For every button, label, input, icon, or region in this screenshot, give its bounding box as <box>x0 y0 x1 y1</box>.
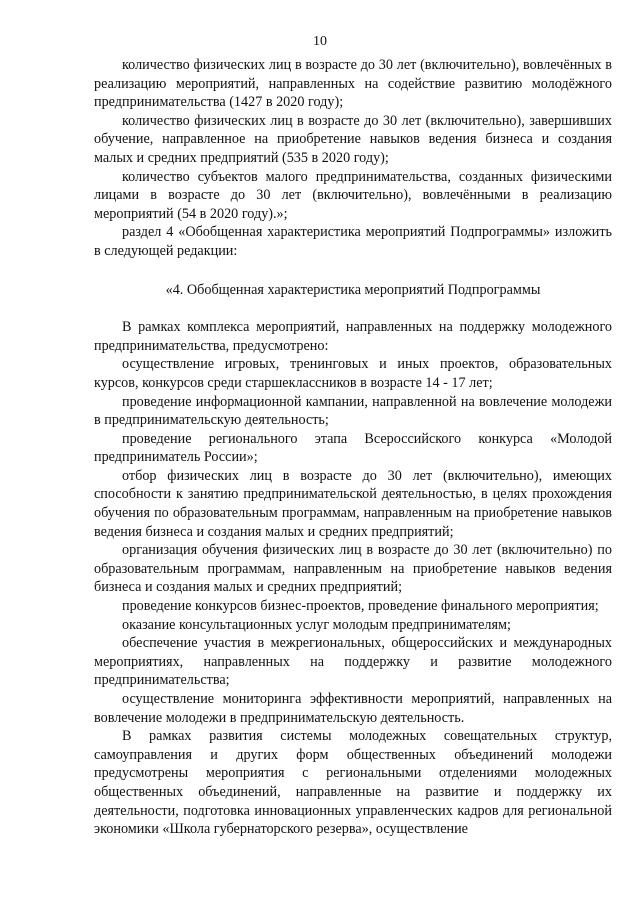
paragraph: проведение конкурсов бизнес-проектов, проведение финального мероприятия; <box>122 598 599 615</box>
paragraph: осуществление мониторинга эффективности мероприятий, направленных на вовлечение молодежи в предпринимательскую деятельность. <box>94 691 612 726</box>
paragraph: организация обучения физических лиц в возрасте до 30 лет (включительно) по образовательным программам, направленным на приобретение навыков ведения бизнеса и создания малых и средних предприятий; <box>94 542 612 596</box>
paragraph: отбор физических лиц в возрасте до 30 лет (включительно), имеющих способности к занятию предпринимательской деятельностью, в целях прохождения обучения по образовательным программам, направленным на приобретение навыков ведения бизнеса и создания малых и средних предприятий; <box>94 467 612 540</box>
paragraph: количество физических лиц в возрасте до 30 лет (включительно), вовлечённых в реализацию мероприятий, направленных на содействие развитию молодёжного предпринимательства (1427 в 2020 году); <box>94 57 612 111</box>
page-number: 10 <box>313 34 327 49</box>
paragraph: В рамках развития системы молодежных совещательных структур, самоуправления и других форм общественных объединений молодежи предусмотрены мероприятия с региональными отделениями молодежных общественных объединений, направленные на развитие и поддержку их деятельности, подготовка инновационных управленческих кадров для региональной экономики «Школа губернаторского резерва», осуществление <box>94 728 612 838</box>
paragraph: обеспечение участия в межрегиональных, общероссийских и международных мероприятиях, направленных на поддержку и развитие молодежного предпринимательства; <box>94 635 612 689</box>
paragraph: проведение информационной кампании, направленной на вовлечение молодежи в предпринимательскую деятельность; <box>94 393 612 429</box>
document-body <box>94 56 612 839</box>
paragraph: осуществление игровых, тренинговых и иных проектов, образовательных курсов, конкурсов среди старшеклассников в возрасте 14 - 17 лет; <box>94 356 612 391</box>
paragraph: количество субъектов малого предпринимательства, созданных физическими лицами в возрасте до 30 лет (включительно), вовлечёнными в реализацию мероприятий (54 в 2020 году).»; <box>94 168 612 222</box>
paragraph: оказание консультационных услуг молодым предпринимателям; <box>122 616 511 633</box>
section-heading: «4. Обобщенная характеристика мероприятий Подпрограммы <box>165 281 541 298</box>
paragraph: количество физических лиц в возрасте до 30 лет (включительно), завершивших обучение, направленное на приобретение навыков ведения бизнеса и создания малых и средних предприятий (535 в 2020 году); <box>94 112 612 166</box>
paragraph: проведение регионального этапа Всероссийского конкурса «Молодой предприниматель России»; <box>94 430 612 466</box>
paragraph: раздел 4 «Обобщенная характеристика мероприятий Подпрограммы» изложить в следующей редакции: <box>94 224 612 259</box>
paragraph: В рамках комплекса мероприятий, направленных на поддержку молодежного предпринимательства, предусмотрено: <box>94 319 612 354</box>
